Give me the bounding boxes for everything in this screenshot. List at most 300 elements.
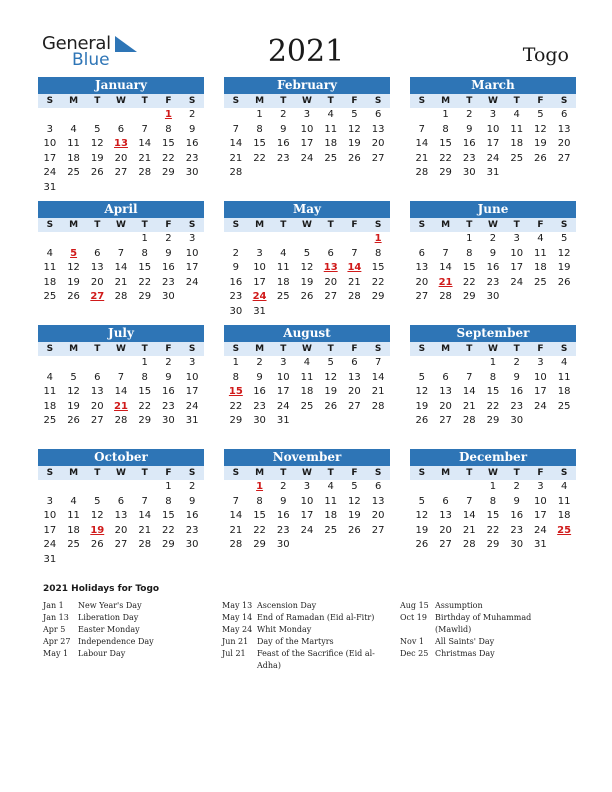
day-cell: 14 bbox=[371, 371, 385, 383]
day-cell: 28 bbox=[138, 167, 152, 179]
holiday-name: Day of the Martyrs bbox=[257, 637, 334, 646]
day-cell: 27 bbox=[114, 539, 128, 551]
day-cell: 23 bbox=[185, 524, 199, 536]
day-cell: 5 bbox=[351, 109, 358, 120]
month-header: May bbox=[224, 201, 390, 218]
month-header: June bbox=[410, 201, 576, 218]
day-cell: 16 bbox=[229, 276, 243, 288]
day-cell: 14 bbox=[229, 138, 243, 150]
day-cell: 10 bbox=[534, 371, 547, 383]
day-cell: 19 bbox=[415, 524, 429, 536]
day-cell: 15 bbox=[486, 510, 500, 522]
day-cell: 2 bbox=[280, 481, 287, 492]
day-cell: 4 bbox=[46, 371, 54, 383]
day-cell: 11 bbox=[324, 495, 338, 507]
weekday-label: S bbox=[560, 96, 568, 106]
day-cell: 14 bbox=[138, 510, 152, 522]
day-cell: 25 bbox=[324, 152, 338, 164]
day-cell: 9 bbox=[165, 371, 172, 383]
day-cell: 20 bbox=[114, 524, 128, 536]
empty-cell bbox=[62, 480, 86, 495]
day-cell: 7 bbox=[466, 371, 473, 383]
day-grid bbox=[410, 108, 576, 181]
day-grid bbox=[38, 108, 204, 196]
month-header: March bbox=[410, 77, 576, 94]
holiday-column bbox=[43, 600, 213, 660]
weekday-row bbox=[410, 218, 576, 232]
weekday-label: T bbox=[94, 96, 101, 106]
day-cell: 5 bbox=[537, 109, 544, 120]
day-cell: 31 bbox=[185, 415, 199, 427]
day-cell: 20 bbox=[90, 276, 104, 288]
weekday-label: M bbox=[255, 220, 265, 230]
day-cell: 17 bbox=[510, 262, 524, 274]
month-january bbox=[38, 77, 204, 196]
day-cell: 11 bbox=[43, 386, 57, 398]
day-cell: 15 bbox=[462, 262, 476, 274]
weekday-label: S bbox=[232, 220, 240, 230]
weekday-label: S bbox=[560, 220, 568, 230]
day-cell: 15 bbox=[138, 262, 152, 274]
holidays-title: 2021 Holidays for Togo bbox=[43, 584, 160, 594]
holiday-date: Dec 25 bbox=[400, 649, 429, 658]
weekday-label: M bbox=[69, 344, 79, 354]
month-header: December bbox=[410, 449, 576, 466]
day-cell: 21 bbox=[348, 276, 361, 288]
weekday-label: T bbox=[280, 344, 287, 354]
day-cell: 10 bbox=[185, 247, 199, 259]
day-cell: 13 bbox=[90, 262, 104, 274]
empty-cell bbox=[410, 232, 434, 247]
day-cell: 28 bbox=[371, 400, 385, 412]
day-cell: 12 bbox=[415, 510, 429, 522]
day-cell: 21 bbox=[138, 152, 152, 164]
day-grid bbox=[38, 356, 204, 429]
month-november bbox=[224, 449, 390, 553]
day-cell: 21 bbox=[462, 524, 476, 536]
month-header: November bbox=[224, 449, 390, 466]
day-cell: 14 bbox=[114, 386, 128, 398]
day-cell: 17 bbox=[185, 262, 199, 274]
day-cell: 12 bbox=[348, 123, 361, 135]
weekday-label: W bbox=[302, 220, 312, 230]
day-cell: 20 bbox=[371, 510, 385, 522]
day-cell: 23 bbox=[276, 152, 290, 164]
holiday-date: Jan 1 bbox=[43, 601, 64, 610]
day-cell: 26 bbox=[415, 415, 429, 427]
day-cell: 31 bbox=[276, 415, 290, 427]
day-cell: 18 bbox=[43, 276, 57, 288]
day-cell: 27 bbox=[371, 524, 385, 536]
day-cell: 9 bbox=[256, 371, 263, 383]
weekday-label: T bbox=[94, 220, 101, 230]
day-cell: 6 bbox=[418, 247, 426, 259]
day-cell: 31 bbox=[486, 167, 500, 179]
day-cell: 29 bbox=[229, 415, 243, 427]
day-cell: 15 bbox=[138, 386, 152, 398]
day-cell: 17 bbox=[486, 138, 500, 150]
day-cell: 16 bbox=[276, 138, 290, 150]
month-june bbox=[410, 201, 576, 305]
day-cell: 15 bbox=[253, 138, 266, 150]
day-cell: 17 bbox=[534, 386, 547, 398]
day-cell: 12 bbox=[348, 495, 361, 507]
day-cell: 14 bbox=[415, 138, 429, 150]
weekday-label: T bbox=[466, 344, 473, 354]
day-cell: 9 bbox=[489, 247, 497, 259]
weekday-label: M bbox=[69, 468, 79, 478]
day-cell: 3 bbox=[188, 233, 196, 244]
weekday-label: F bbox=[537, 468, 544, 478]
day-cell: 31 bbox=[43, 553, 57, 565]
day-cell: 25 bbox=[67, 167, 80, 179]
day-cell: 8 bbox=[256, 123, 263, 135]
day-cell: 11 bbox=[300, 371, 314, 383]
day-cell: 11 bbox=[557, 371, 571, 383]
day-cell: 16 bbox=[276, 510, 290, 522]
day-cell: 25 bbox=[300, 400, 314, 412]
empty-cell bbox=[434, 480, 458, 495]
day-cell: 8 bbox=[141, 371, 148, 383]
day-cell: 8 bbox=[374, 247, 382, 259]
day-cell: 3 bbox=[537, 357, 544, 368]
month-april bbox=[38, 201, 204, 305]
month-header: July bbox=[38, 325, 204, 342]
holiday-name: Liberation Day bbox=[78, 613, 139, 622]
holiday-date: Jun 21 bbox=[222, 637, 249, 646]
holiday-item bbox=[400, 600, 570, 612]
month-september bbox=[410, 325, 576, 429]
day-cell: 21 bbox=[229, 524, 243, 536]
holiday-item bbox=[222, 636, 392, 648]
day-cell: 12 bbox=[67, 386, 80, 398]
empty-cell bbox=[319, 232, 343, 247]
day-cell: 26 bbox=[300, 291, 314, 303]
day-cell: 1 bbox=[256, 481, 264, 492]
day-cell: 13 bbox=[439, 510, 452, 522]
day-cell: 10 bbox=[300, 495, 314, 507]
day-cell: 26 bbox=[90, 539, 104, 551]
day-cell: 2 bbox=[165, 233, 172, 244]
weekday-label: S bbox=[418, 220, 426, 230]
month-february bbox=[224, 77, 390, 181]
empty-cell bbox=[109, 232, 133, 247]
day-cell: 19 bbox=[348, 138, 361, 150]
month-march bbox=[410, 77, 576, 181]
day-cell: 12 bbox=[534, 123, 547, 135]
day-cell: 11 bbox=[557, 495, 571, 507]
day-cell: 26 bbox=[67, 415, 80, 427]
month-header: September bbox=[410, 325, 576, 342]
weekday-label: F bbox=[351, 96, 358, 106]
weekday-label: T bbox=[141, 220, 148, 230]
weekday-label: T bbox=[280, 96, 287, 106]
weekday-row bbox=[38, 466, 204, 480]
weekday-label: W bbox=[116, 344, 126, 354]
day-cell: 8 bbox=[256, 495, 263, 507]
day-cell: 12 bbox=[415, 386, 429, 398]
day-cell: 31 bbox=[43, 181, 57, 193]
weekday-label: S bbox=[560, 468, 568, 478]
day-cell: 17 bbox=[300, 510, 314, 522]
weekday-label: S bbox=[46, 468, 54, 478]
empty-cell bbox=[85, 480, 109, 495]
day-cell: 27 bbox=[324, 291, 338, 303]
weekday-label: T bbox=[327, 468, 334, 478]
page-title-year: 2021 bbox=[267, 34, 345, 69]
weekday-label: W bbox=[488, 96, 498, 106]
weekday-label: M bbox=[255, 344, 265, 354]
weekday-label: W bbox=[116, 96, 126, 106]
day-cell: 14 bbox=[229, 510, 243, 522]
month-header: October bbox=[38, 449, 204, 466]
day-cell: 11 bbox=[534, 247, 547, 259]
holiday-item bbox=[222, 612, 392, 624]
empty-cell bbox=[224, 108, 248, 123]
day-cell: 28 bbox=[229, 167, 243, 179]
holiday-date: Apr 27 bbox=[43, 637, 71, 646]
day-cell: 25 bbox=[43, 291, 57, 303]
day-cell: 7 bbox=[374, 357, 382, 368]
weekday-label: S bbox=[188, 468, 196, 478]
day-cell: 29 bbox=[462, 291, 476, 303]
holiday-date: May 24 bbox=[222, 625, 253, 634]
day-cell: 23 bbox=[276, 524, 290, 536]
month-header: January bbox=[38, 77, 204, 94]
day-grid bbox=[224, 108, 390, 181]
day-cell: 4 bbox=[560, 481, 568, 492]
day-cell: 8 bbox=[141, 247, 148, 259]
day-cell: 23 bbox=[185, 152, 199, 164]
day-cell: 2 bbox=[188, 109, 196, 120]
day-cell: 19 bbox=[324, 386, 338, 398]
day-cell: 14 bbox=[138, 138, 152, 150]
day-cell: 22 bbox=[253, 524, 266, 536]
day-cell: 16 bbox=[162, 386, 175, 398]
weekday-label: S bbox=[374, 344, 382, 354]
weekday-label: W bbox=[488, 220, 498, 230]
day-cell: 20 bbox=[324, 276, 338, 288]
day-cell: 1 bbox=[489, 357, 497, 368]
day-cell: 15 bbox=[439, 138, 452, 150]
weekday-row bbox=[410, 342, 576, 356]
day-cell: 9 bbox=[232, 262, 240, 274]
day-cell: 18 bbox=[557, 386, 571, 398]
day-cell: 23 bbox=[510, 400, 524, 412]
day-cell: 10 bbox=[486, 123, 500, 135]
day-cell: 9 bbox=[466, 123, 473, 135]
day-cell: 6 bbox=[94, 247, 101, 259]
empty-cell bbox=[85, 108, 109, 123]
day-cell: 17 bbox=[534, 510, 547, 522]
holiday-date: Aug 15 bbox=[400, 601, 429, 610]
weekday-label: F bbox=[165, 468, 172, 478]
holiday-item bbox=[222, 648, 392, 672]
day-cell: 10 bbox=[43, 138, 57, 150]
weekday-label: S bbox=[418, 344, 426, 354]
day-cell: 14 bbox=[114, 262, 128, 274]
day-cell: 20 bbox=[371, 138, 385, 150]
day-cell: 1 bbox=[232, 357, 240, 368]
day-cell: 24 bbox=[252, 291, 267, 303]
day-cell: 17 bbox=[253, 276, 266, 288]
day-cell: 26 bbox=[90, 167, 104, 179]
day-cell: 30 bbox=[462, 167, 476, 179]
day-cell: 9 bbox=[513, 495, 520, 507]
day-cell: 6 bbox=[117, 123, 125, 135]
day-cell: 4 bbox=[513, 109, 520, 120]
day-cell: 17 bbox=[185, 386, 199, 398]
day-cell: 4 bbox=[303, 357, 311, 368]
day-cell: 9 bbox=[188, 123, 196, 135]
day-cell: 16 bbox=[510, 510, 524, 522]
day-cell: 20 bbox=[90, 400, 104, 412]
day-cell: 26 bbox=[324, 400, 338, 412]
day-cell: 3 bbox=[303, 109, 311, 120]
day-cell: 11 bbox=[324, 123, 338, 135]
day-grid bbox=[38, 232, 204, 305]
weekday-label: W bbox=[302, 344, 312, 354]
day-cell: 21 bbox=[138, 524, 152, 536]
holiday-name: Independence Day bbox=[78, 637, 154, 646]
day-cell: 2 bbox=[513, 481, 520, 492]
day-cell: 22 bbox=[162, 152, 175, 164]
day-cell: 21 bbox=[371, 386, 385, 398]
day-cell: 8 bbox=[489, 495, 497, 507]
day-cell: 10 bbox=[534, 495, 547, 507]
day-cell: 5 bbox=[94, 495, 101, 507]
day-cell: 21 bbox=[415, 152, 429, 164]
day-cell: 10 bbox=[510, 247, 524, 259]
holiday-item bbox=[400, 648, 570, 660]
weekday-label: S bbox=[374, 220, 382, 230]
day-cell: 1 bbox=[374, 233, 382, 244]
day-cell: 19 bbox=[90, 152, 104, 164]
day-cell: 26 bbox=[534, 152, 547, 164]
day-cell: 30 bbox=[486, 291, 500, 303]
empty-cell bbox=[224, 232, 248, 247]
day-cell: 4 bbox=[327, 109, 334, 120]
day-cell: 22 bbox=[138, 276, 152, 288]
day-cell: 18 bbox=[557, 510, 571, 522]
weekday-label: S bbox=[188, 96, 196, 106]
day-cell: 24 bbox=[510, 276, 524, 288]
day-cell: 30 bbox=[276, 539, 290, 551]
weekday-row bbox=[410, 94, 576, 108]
weekday-label: T bbox=[327, 220, 334, 230]
day-cell: 15 bbox=[253, 510, 266, 522]
day-cell: 29 bbox=[439, 167, 452, 179]
weekday-label: T bbox=[280, 220, 287, 230]
day-cell: 30 bbox=[185, 167, 199, 179]
day-cell: 28 bbox=[462, 539, 476, 551]
day-cell: 22 bbox=[229, 400, 243, 412]
day-cell: 25 bbox=[510, 152, 524, 164]
holiday-name: Birthday of Muhammad (Mawlid) bbox=[435, 613, 532, 634]
day-cell: 15 bbox=[371, 262, 385, 274]
day-cell: 7 bbox=[117, 371, 125, 383]
weekday-label: S bbox=[560, 344, 568, 354]
day-cell: 24 bbox=[300, 524, 314, 536]
day-cell: 27 bbox=[371, 152, 385, 164]
weekday-row bbox=[224, 94, 390, 108]
day-cell: 20 bbox=[348, 386, 361, 398]
day-cell: 22 bbox=[486, 524, 500, 536]
day-cell: 4 bbox=[327, 481, 334, 492]
day-cell: 30 bbox=[510, 539, 524, 551]
day-cell: 19 bbox=[348, 510, 361, 522]
weekday-label: S bbox=[46, 220, 54, 230]
weekday-label: M bbox=[69, 220, 79, 230]
day-cell: 25 bbox=[324, 524, 338, 536]
day-cell: 25 bbox=[276, 291, 290, 303]
day-cell: 8 bbox=[466, 247, 473, 259]
day-cell: 22 bbox=[138, 400, 152, 412]
month-header: August bbox=[224, 325, 390, 342]
holiday-date: Jan 13 bbox=[43, 613, 69, 622]
holiday-item bbox=[400, 636, 570, 648]
day-cell: 8 bbox=[165, 123, 172, 135]
weekday-label: F bbox=[165, 96, 172, 106]
day-cell: 13 bbox=[371, 495, 385, 507]
day-cell: 8 bbox=[442, 123, 449, 135]
day-cell: 20 bbox=[439, 400, 452, 412]
day-cell: 10 bbox=[185, 371, 199, 383]
day-cell: 3 bbox=[513, 233, 520, 244]
weekday-row bbox=[224, 218, 390, 232]
weekday-label: F bbox=[537, 96, 544, 106]
day-grid bbox=[410, 356, 576, 429]
weekday-label: W bbox=[116, 220, 126, 230]
empty-cell bbox=[62, 232, 86, 247]
day-cell: 7 bbox=[141, 495, 148, 507]
holiday-item bbox=[222, 600, 392, 612]
weekday-label: S bbox=[232, 468, 240, 478]
empty-cell bbox=[343, 232, 367, 247]
weekday-label: T bbox=[94, 468, 101, 478]
holiday-item bbox=[43, 648, 213, 660]
day-cell: 28 bbox=[114, 291, 128, 303]
day-cell: 7 bbox=[351, 247, 358, 259]
day-cell: 18 bbox=[324, 510, 338, 522]
day-cell: 16 bbox=[510, 386, 524, 398]
empty-cell bbox=[109, 108, 133, 123]
holiday-item bbox=[43, 612, 213, 624]
holiday-item bbox=[43, 636, 213, 648]
empty-cell bbox=[410, 356, 434, 371]
weekday-label: F bbox=[537, 220, 544, 230]
holiday-date: Oct 19 bbox=[400, 613, 427, 622]
day-cell: 5 bbox=[303, 247, 311, 259]
day-cell: 29 bbox=[486, 539, 500, 551]
day-cell: 2 bbox=[466, 109, 473, 120]
empty-cell bbox=[133, 108, 157, 123]
day-cell: 11 bbox=[67, 510, 80, 522]
day-cell: 12 bbox=[300, 262, 314, 274]
day-cell: 30 bbox=[229, 305, 243, 317]
day-cell: 3 bbox=[280, 357, 287, 368]
day-cell: 5 bbox=[351, 481, 358, 492]
day-cell: 23 bbox=[162, 276, 175, 288]
day-cell: 15 bbox=[486, 386, 500, 398]
holiday-date: Nov 1 bbox=[400, 637, 424, 646]
month-december bbox=[410, 449, 576, 553]
day-cell: 21 bbox=[462, 400, 476, 412]
empty-cell bbox=[38, 356, 62, 371]
day-cell: 1 bbox=[442, 109, 449, 120]
country-name: Togo bbox=[522, 44, 569, 66]
weekday-row bbox=[224, 466, 390, 480]
